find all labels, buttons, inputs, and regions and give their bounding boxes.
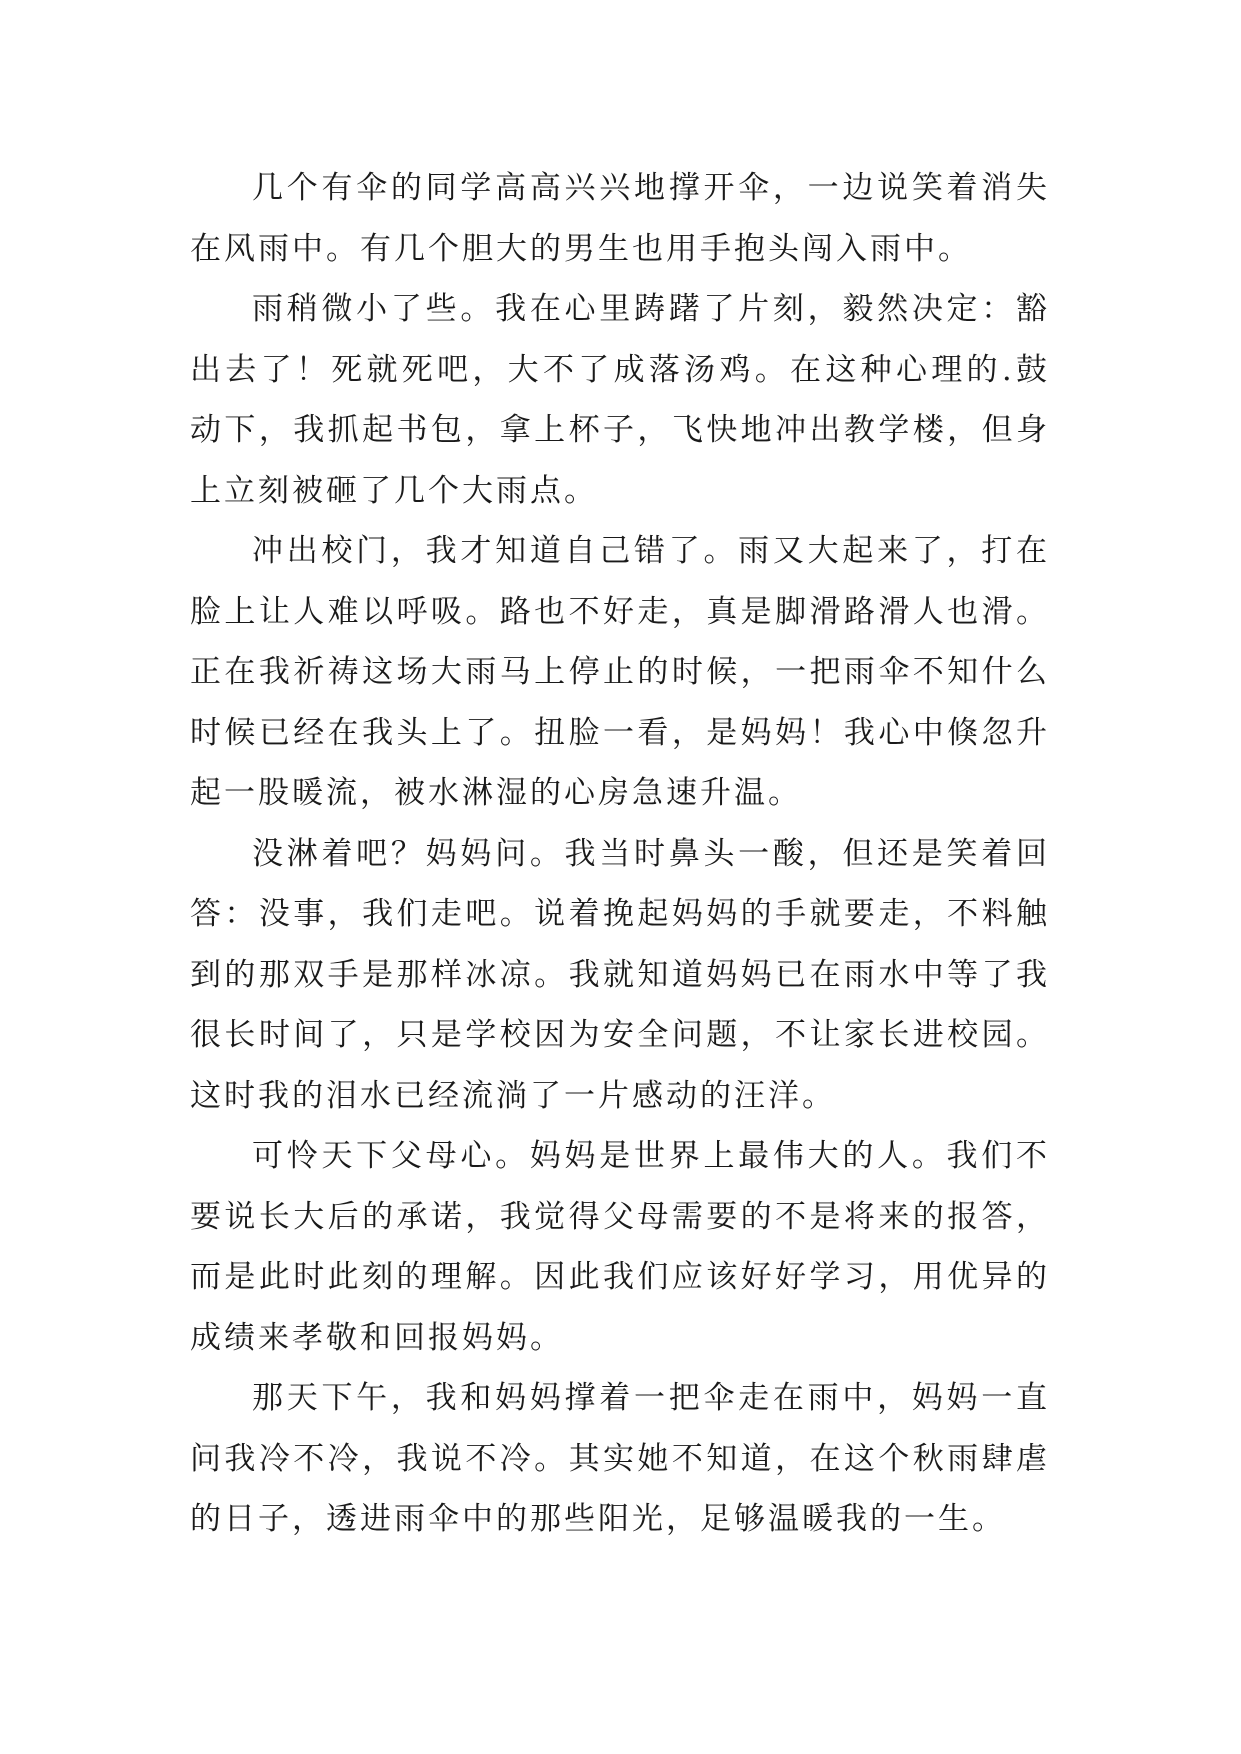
paragraph-3: 冲出校门，我才知道自己错了。雨又大起来了，打在脸上让人难以呼吸。路也不好走，真是脚滑路滑人也滑。正在我祈祷这场大雨马上停止的时候，一把雨伞不知什么时候已经在我头上了。扭脸一看，是妈妈！我心中倏忽升起一股暖流，被水淋湿的心房急速升温。 <box>190 533 1050 811</box>
paragraph-5: 可怜天下父母心。妈妈是世界上最伟大的人。我们不要说长大后的承诺，我觉得父母需要的不是将来的报答，而是此时此刻的理解。因此我们应该好好学习，用优异的成绩来孝敬和回报妈妈。 <box>190 1138 1050 1356</box>
paragraph-6: 那天下午，我和妈妈撑着一把伞走在雨中，妈妈一直问我冷不冷，我说不冷。其实她不知道，在这个秋雨肆虐的日子，透进雨伞中的那些阳光，足够温暖我的一生。 <box>190 1380 1050 1537</box>
body-text <box>190 158 1050 1550</box>
paragraph-1: 几个有伞的同学高高兴兴地撑开伞，一边说笑着消失在风雨中。有几个胆大的男生也用手抱头闯入雨中。 <box>190 170 1050 267</box>
paragraph-2: 雨稍微小了些。我在心里踌躇了片刻，毅然决定：豁出去了！死就死吧，大不了成落汤鸡。在这种心理的.鼓动下，我抓起书包，拿上杯子，飞快地冲出教学楼，但身上立刻被砸了几个大雨点。 <box>190 291 1050 509</box>
paragraph-4: 没淋着吧？妈妈问。我当时鼻头一酸，但还是笑着回答：没事，我们走吧。说着挽起妈妈的手就要走，不料触到的那双手是那样冰凉。我就知道妈妈已在雨水中等了我很长时间了，只是学校因为安全问题，不让家长进校园。这时我的泪水已经流淌了一片感动的汪洋。 <box>190 835 1050 1114</box>
